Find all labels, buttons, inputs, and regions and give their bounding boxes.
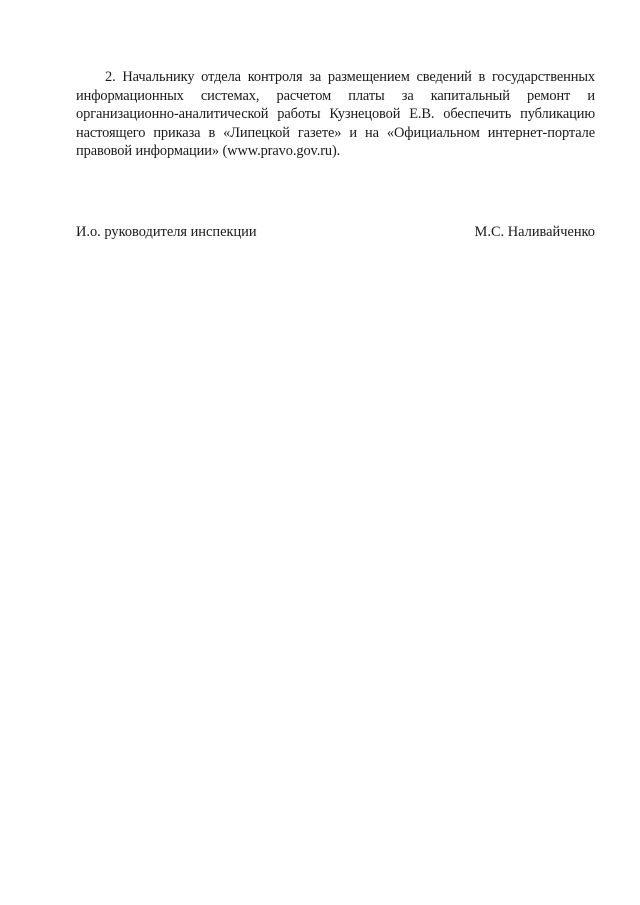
signatory-name: М.С. Наливайченко — [474, 224, 595, 240]
signature-block — [76, 223, 595, 241]
paragraph-2: 2. Начальнику отдела контроля за размещением сведений в государственных информационных системах, расчетом платы за капитальный ремонт и организационно-аналитической работы Кузнецовой Е.В. обеспечить публикацию настоящего приказа в «Липецкой газете» и на «Официальном интернет-портале правовой информации» (www.pravo.gov.ru). — [76, 69, 595, 159]
signatory-position: И.о. руководителя инспекции — [76, 224, 257, 240]
document-body — [76, 68, 595, 161]
